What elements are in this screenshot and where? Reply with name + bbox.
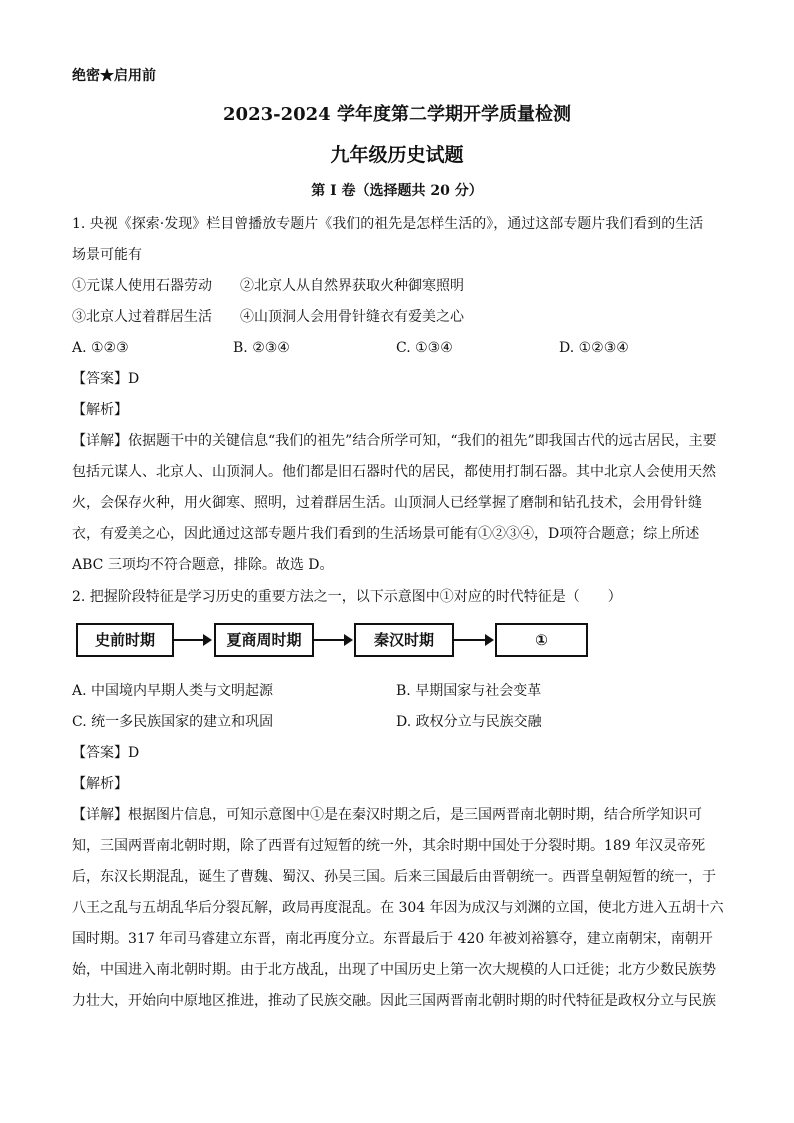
q2-answer: 【答案】D bbox=[72, 745, 140, 761]
q1-stem-line2: 场景可能有 bbox=[72, 247, 142, 263]
q1-option-d: D. ①②③④ bbox=[559, 340, 629, 356]
q1-analysis-label: 【解析】 bbox=[72, 402, 128, 418]
exam-subtitle: 九年级历史试题 bbox=[330, 144, 464, 166]
q2-analysis-label: 【解析】 bbox=[72, 776, 128, 792]
q1-item-1: ①元谋人使用石器劳动 bbox=[72, 278, 212, 294]
exam-title: 2023-2024 学年度第二学期开学质量检测 bbox=[223, 104, 571, 125]
q1-option-a: A. ①②③ bbox=[72, 340, 129, 356]
q1-item-4: ④山顶洞人会用骨针缝衣有爱美之心 bbox=[240, 309, 464, 325]
confidential-mark: 绝密★启用前 bbox=[72, 68, 156, 84]
flow-arrow-2 bbox=[314, 639, 351, 641]
flow-box-prehistoric: 史前时期 bbox=[76, 623, 174, 657]
q1-option-b: B. ②③④ bbox=[233, 340, 290, 356]
q1-answer: 【答案】D bbox=[72, 371, 140, 387]
flow-arrow-1 bbox=[174, 639, 210, 641]
q2-option-c: C. 统一多民族国家的建立和巩固 bbox=[72, 714, 274, 730]
flow-box-unknown: ① bbox=[495, 623, 588, 657]
q2-detail-paragraph: 【详解】根据图片信息，可知示意图中①是在秦汉时期之后，是三国两晋南北朝时期，结合所学知识可知，三国两晋南北朝时期，除了西晋有过短暂的统一外，其余时期中国处于分裂时期。189 年汉灵帝死后，东汉长期混乱，诞生了曹魏、蜀汉、孙吴三国。后来三国最后由晋朝统一。西晋皇朝短暂的统一，于八王之乱与五胡乱华后分裂瓦解，政局再度混乱。在 304 年因为成汉与刘渊的立国，使北方进入五胡十六国时期。317 年司马睿建立东晋，南北再度分立。东晋最后于 420 年被刘裕篡夺，建立南朝宋，南朝开始，中国进入南北朝时期。由于北方战乱，出现了中国历史上第一次大规模的人口迁徙；北方少数民族势力壮大，开始向中原地区推进，推动了民族交融。因此三国两晋南北朝时期的时代特征是政权分立与民族 bbox=[72, 807, 724, 1009]
flow-box-qin-han: 秦汉时期 bbox=[354, 623, 454, 657]
q2-option-d: D. 政权分立与民族交融 bbox=[396, 714, 542, 730]
period-flow-diagram bbox=[76, 621, 588, 663]
q1-detail-paragraph: 【详解】依据题干中的关键信息“我们的祖先”结合所学可知，“我们的祖先”即我国古代的远古居民，主要包括元谋人、北京人、山顶洞人。他们都是旧石器时代的居民，都使用打制石器。其中北京人会使用天然火，会保存火种，用火御寒、照明，过着群居生活。山顶洞人已经掌握了磨制和钻孔技术，会用骨针缝衣，有爱美之心，因此通过这部专题片我们看到的生活场景可能有①②③④，D项符合题意；综上所述 ABC 三项均不符合题意，排除。故选 D。 bbox=[72, 433, 717, 573]
q1-option-c: C. ①③④ bbox=[396, 340, 453, 356]
q2-option-a: A. 中国境内早期人类与文明起源 bbox=[72, 683, 274, 699]
q2-option-b: B. 早期国家与社会变革 bbox=[396, 683, 542, 699]
q2-stem: 2. 把握阶段特征是学习历史的重要方法之一，以下示意图中①对应的时代特征是（ ） bbox=[72, 589, 622, 605]
q1-item-3: ③北京人过着群居生活 bbox=[72, 309, 212, 325]
q1-stem-line1: 1. 央视《探索·发现》栏目曾播放专题片《我们的祖先是怎样生活的》，通过这部专题片我们看到的生活 bbox=[72, 216, 704, 232]
flow-arrow-3 bbox=[454, 639, 492, 641]
flow-box-xia-shang-zhou: 夏商周时期 bbox=[214, 623, 314, 657]
section-heading: 第 I 卷（选择题共 20 分） bbox=[311, 183, 483, 199]
q1-item-2: ②北京人从自然界获取火种御寒照明 bbox=[240, 278, 464, 294]
